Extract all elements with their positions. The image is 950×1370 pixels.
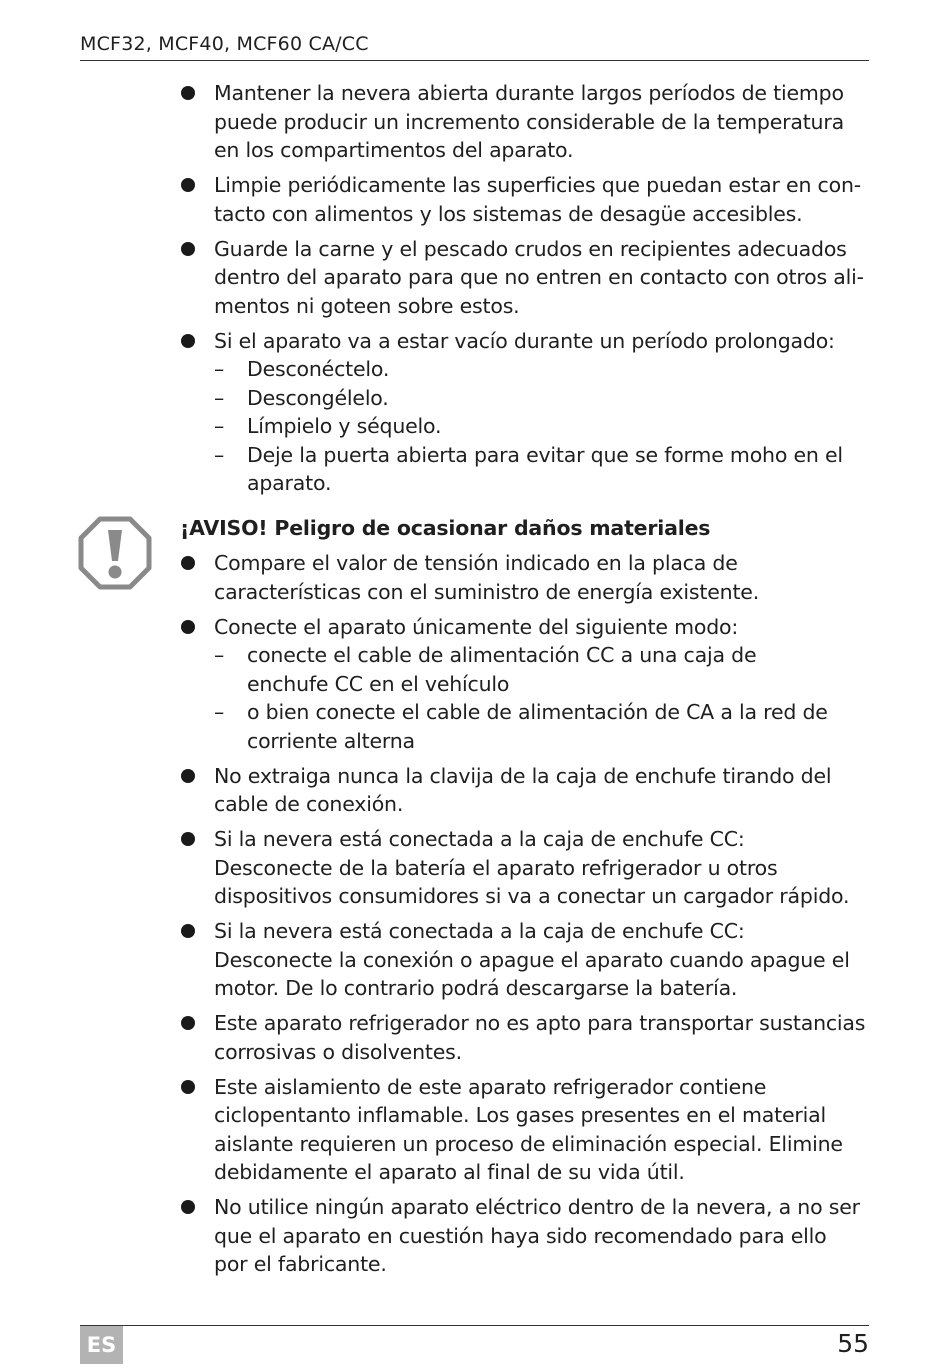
- bullet-icon: [181, 832, 195, 846]
- list-item-text: [214, 613, 874, 642]
- text-line: dispositivos consumidores si va a conectar un cargador rápido.: [214, 884, 850, 908]
- list-item-text: [214, 917, 874, 1003]
- dash-marker: –: [214, 385, 225, 410]
- text-line: corrosivas o disolventes.: [214, 1039, 462, 1064]
- list-item: [0, 171, 950, 228]
- text-line: Desconéctelo.: [247, 357, 390, 381]
- bullet-list-notice: [0, 549, 950, 1285]
- text-line: mentos ni goteen sobre estos.: [214, 293, 520, 318]
- text-line: No extraiga nunca la clavija de la caja de enchufe tirando del: [214, 763, 832, 788]
- text-line: aparato.: [247, 471, 332, 495]
- text-line: Desconecte de la batería el aparato refrigerador u otros: [214, 855, 778, 880]
- sub-list-item: [0, 384, 950, 413]
- bullet-icon: [181, 620, 195, 634]
- sub-list-item: [0, 412, 950, 441]
- sub-list-item-text: [247, 384, 872, 413]
- text-line: Desconecte la conexión o apague el aparato cuando apague el: [214, 947, 850, 972]
- list-item: [0, 1009, 950, 1066]
- bullet-icon: [181, 1016, 195, 1030]
- sub-list-item: [0, 355, 950, 384]
- list-item: [0, 1073, 950, 1187]
- sub-list-item-text: [247, 441, 872, 498]
- list-item: [0, 1193, 950, 1279]
- list-item-text: [214, 1073, 874, 1187]
- list-item: [0, 762, 950, 819]
- bullet-icon: [181, 556, 195, 570]
- text-line: Si el aparato va a estar vacío durante un período prolongado:: [214, 328, 835, 353]
- header-title: MCF32, MCF40, MCF60 CA/CC: [80, 33, 369, 55]
- text-line: puede producir un incremento considerable de la temperatura: [214, 109, 844, 134]
- language-badge: ES: [80, 1326, 123, 1364]
- text-line: tacto con alimentos y los sistemas de desagüe accesibles.: [214, 201, 803, 226]
- list-item: [0, 917, 950, 1003]
- text-line: Si la nevera está conectada a la caja de enchufe CC:: [214, 919, 745, 943]
- sub-list-item-text: [247, 641, 872, 698]
- text-line: dentro del aparato para que no entren en contacto con otros ali-: [214, 265, 864, 289]
- bullet-icon: [181, 769, 195, 783]
- bullet-icon: [181, 924, 195, 938]
- page-number: 55: [837, 1329, 869, 1358]
- text-line: conecte el cable de alimentación CC a una caja de: [247, 643, 757, 667]
- list-item: [0, 613, 950, 756]
- text-line: Compare el valor de tensión indicado en la placa de: [214, 551, 738, 575]
- text-line: Limpie periódicamente las superficies que puedan estar en con-: [214, 173, 861, 197]
- text-line: debidamente el aparato al final de su vida útil.: [214, 1160, 685, 1184]
- sub-list-item-text: [247, 698, 872, 755]
- text-line: Deje la puerta abierta para evitar que se forme moho en el: [247, 442, 843, 467]
- text-line: características con el suministro de energía existente.: [214, 579, 760, 604]
- text-line: Mantener la nevera abierta durante largos períodos de tiempo: [214, 81, 844, 105]
- bullet-icon: [181, 86, 195, 100]
- text-line: cable de conexión.: [214, 792, 404, 816]
- text-line: motor. De lo contrario podrá descargarse la batería.: [214, 976, 738, 1000]
- list-item: [0, 549, 950, 606]
- text-line: enchufe CC en el vehículo: [247, 671, 510, 696]
- sub-list-item: [0, 698, 950, 755]
- sub-list-item-text: [247, 355, 872, 384]
- list-item-text: [214, 549, 874, 606]
- bullet-icon: [181, 178, 195, 192]
- text-line: o bien conecte el cable de alimentación de CA a la red de: [247, 700, 828, 724]
- dash-marker: –: [214, 442, 225, 467]
- sub-list-item: [0, 641, 950, 698]
- list-item-text: [214, 79, 874, 165]
- bullet-icon: [181, 1080, 195, 1094]
- text-line: en los compartimentos del aparato.: [214, 138, 574, 162]
- text-line: Guarde la carne y el pescado crudos en recipientes adecuados: [214, 236, 847, 261]
- text-line: Conecte el aparato únicamente del siguiente modo:: [214, 614, 739, 639]
- footer-divider: [80, 1325, 869, 1326]
- dash-marker: –: [214, 357, 225, 381]
- text-line: que el aparato en cuestión haya sido recomendado para ello: [214, 1223, 827, 1248]
- notice-heading: ¡AVISO! Peligro de ocasionar daños materiales: [180, 516, 711, 540]
- list-item-text: [214, 327, 874, 356]
- list-item: [0, 825, 950, 911]
- text-line: corriente alterna: [247, 728, 415, 753]
- dash-marker: –: [214, 643, 225, 667]
- dash-marker: –: [214, 700, 225, 724]
- text-line: aislante requieren un proceso de eliminación especial. Elimine: [214, 1131, 843, 1156]
- list-item-text: [214, 171, 874, 228]
- list-item: [0, 79, 950, 165]
- text-line: Este aislamiento de este aparato refrigerador contiene: [214, 1074, 767, 1099]
- list-item-text: [214, 825, 874, 911]
- text-line: Descongélelo.: [247, 385, 389, 410]
- list-item: [0, 235, 950, 321]
- text-line: Si la nevera está conectada a la caja de enchufe CC:: [214, 827, 745, 851]
- list-item-text: [214, 1193, 874, 1279]
- list-item-text: [214, 762, 874, 819]
- text-line: ciclopentanto inflamable. Los gases presentes en el material: [214, 1103, 826, 1127]
- bullet-icon: [181, 334, 195, 348]
- bullet-icon: [181, 242, 195, 256]
- list-item-text: [214, 235, 874, 321]
- text-line: Límpielo y séquelo.: [247, 414, 442, 438]
- text-line: por el fabricante.: [214, 1252, 387, 1276]
- page-header: [80, 31, 869, 61]
- list-item-text: [214, 1009, 874, 1066]
- text-line: Este aparato refrigerador no es apto para transportar sustancias: [214, 1011, 866, 1035]
- list-item: [0, 327, 950, 498]
- bullet-icon: [181, 1200, 195, 1214]
- sub-list-item-text: [247, 412, 872, 441]
- sub-list-item: [0, 441, 950, 498]
- text-line: No utilice ningún aparato eléctrico dentro de la nevera, a no ser: [214, 1195, 860, 1219]
- bullet-list-general: [0, 79, 950, 504]
- dash-marker: –: [214, 414, 225, 438]
